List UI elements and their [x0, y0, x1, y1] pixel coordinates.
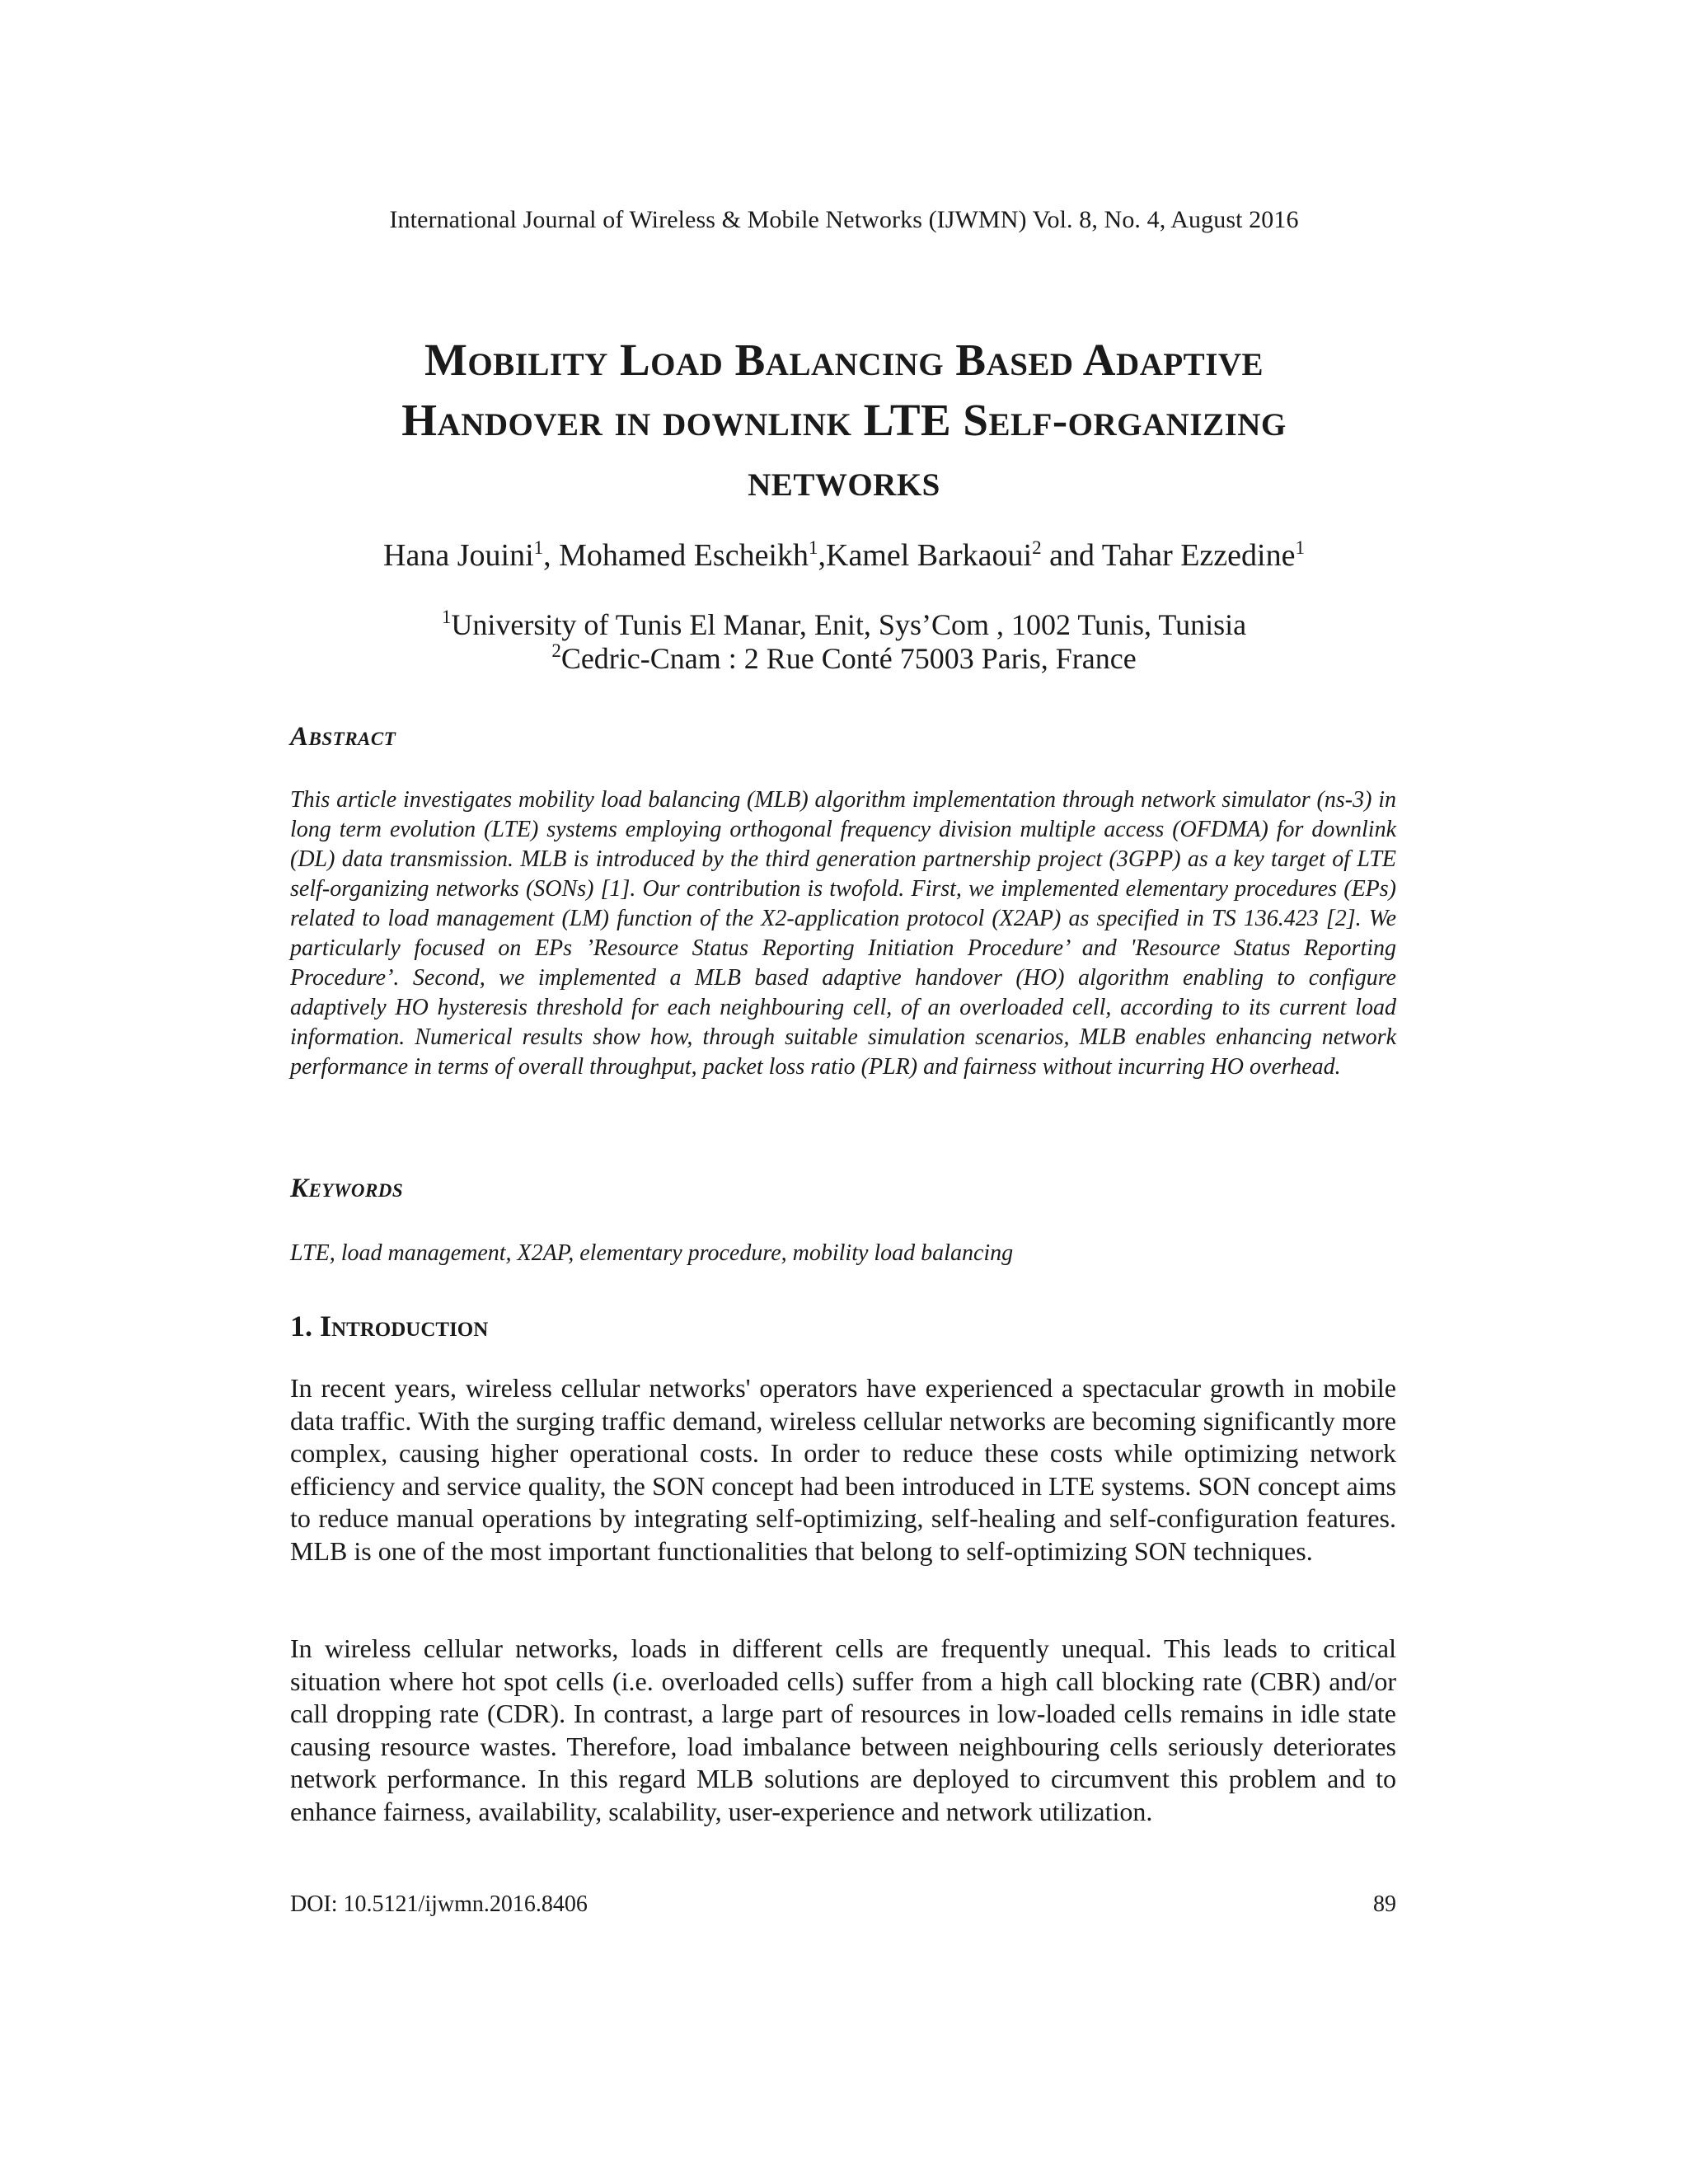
- title-line-3: networks: [748, 455, 940, 505]
- footer-doi: DOI: 10.5121/ijwmn.2016.8406: [290, 1891, 588, 1917]
- running-header: International Journal of Wireless & Mobile Networks (IJWMN) Vol. 8, No. 4, August 2016: [389, 206, 1299, 233]
- affiliations: [0, 608, 1688, 676]
- title-line-1: Mobility Load Balancing Based Adaptive: [424, 335, 1264, 385]
- author-name: , Mohamed Escheikh: [543, 538, 809, 573]
- author-affiliation-marker: 2: [1032, 537, 1042, 558]
- author-affiliation-marker: 1: [533, 537, 544, 558]
- affiliation-text: University of Tunis El Manar, Enit, Sys’Com , 1002 Tunis, Tunisia: [451, 608, 1247, 641]
- affiliation-2: [0, 642, 1688, 676]
- paper-title: [247, 330, 1441, 510]
- affiliation-1: [0, 608, 1688, 642]
- author-name: ,Kamel Barkaoui: [818, 538, 1033, 573]
- introduction-paragraph-1: In recent years, wireless cellular networks' operators have experienced a spectacular growth in mobile data traffic. With the surging traffic demand, wireless cellular networks are becoming significantly more complex, causing higher operational costs. In order to reduce these costs while optimizing network efficiency and service quality, the SON concept had been introduced in LTE systems. SON concept aims to reduce manual operations by integrating self-optimizing, self-healing and self-configuration features. MLB is one of the most important functionalities that belong to self-optimizing SON techniques.: [290, 1373, 1396, 1566]
- author-affiliation-marker: 1: [1295, 537, 1305, 558]
- abstract-heading: Abstract: [290, 722, 396, 752]
- affiliation-marker: 2: [551, 640, 561, 661]
- introduction-heading: 1. Introduction: [290, 1310, 489, 1343]
- page-number: 89: [1373, 1891, 1396, 1917]
- author-list: [0, 537, 1688, 574]
- author-name: Hana Jouini: [383, 538, 534, 573]
- affiliation-text: Cedric-Cnam : 2 Rue Conté 75003 Paris, France: [560, 642, 1137, 675]
- author-name: and Tahar Ezzedine: [1041, 538, 1296, 573]
- title-line-2: Handover in downlink LTE Self-organizing: [401, 395, 1287, 445]
- keywords-heading: Keywords: [290, 1174, 404, 1203]
- author-affiliation-marker: 1: [809, 537, 818, 558]
- abstract-body: This article investigates mobility load balancing (MLB) algorithm implementation through network simulator (ns-3) in long term evolution (LTE) systems employing orthogonal frequency division multiple access (OFDMA) for downlink (DL) data transmission. MLB is introduced by the third generation partnership project (3GPP) as a key target of LTE self-organizing networks (SONs) [1]. Our contribution is twofold. First, we implemented elementary procedures (EPs) related to load management (LM) function of the X2-application protocol (X2AP) as specified in TS 136.423 [2]. We particularly focused on EPs ’Resource Status Reporting Initiation Procedure’ and 'Resource Status Reporting Procedure’. Second, we implemented a MLB based adaptive handover (HO) algorithm enabling to configure adaptively HO hysteresis threshold for each neighbouring cell, of an overloaded cell, according to its current load information. Numerical results show how, through suitable simulation scenarios, MLB enables enhancing network performance in terms of overall throughput, packet loss ratio (PLR) and fairness without incurring HO overhead.: [290, 787, 1396, 1080]
- introduction-paragraph-2: In wireless cellular networks, loads in different cells are frequently unequal. This leads to critical situation where hot spot cells (i.e. overloaded cells) suffer from a high call blocking rate (CBR) and/or call dropping rate (CDR). In contrast, a large part of resources in low-loaded cells remains in idle state causing resource wastes. Therefore, load imbalance between neighbouring cells seriously deteriorates network performance. In this regard MLB solutions are deployed to circumvent this problem and to enhance fairness, availability, scalability, user-experience and network utilization.: [290, 1633, 1396, 1826]
- keywords-list: LTE, load management, X2AP, elementary procedure, mobility load balancing: [290, 1240, 1014, 1266]
- affiliation-marker: 1: [441, 607, 452, 627]
